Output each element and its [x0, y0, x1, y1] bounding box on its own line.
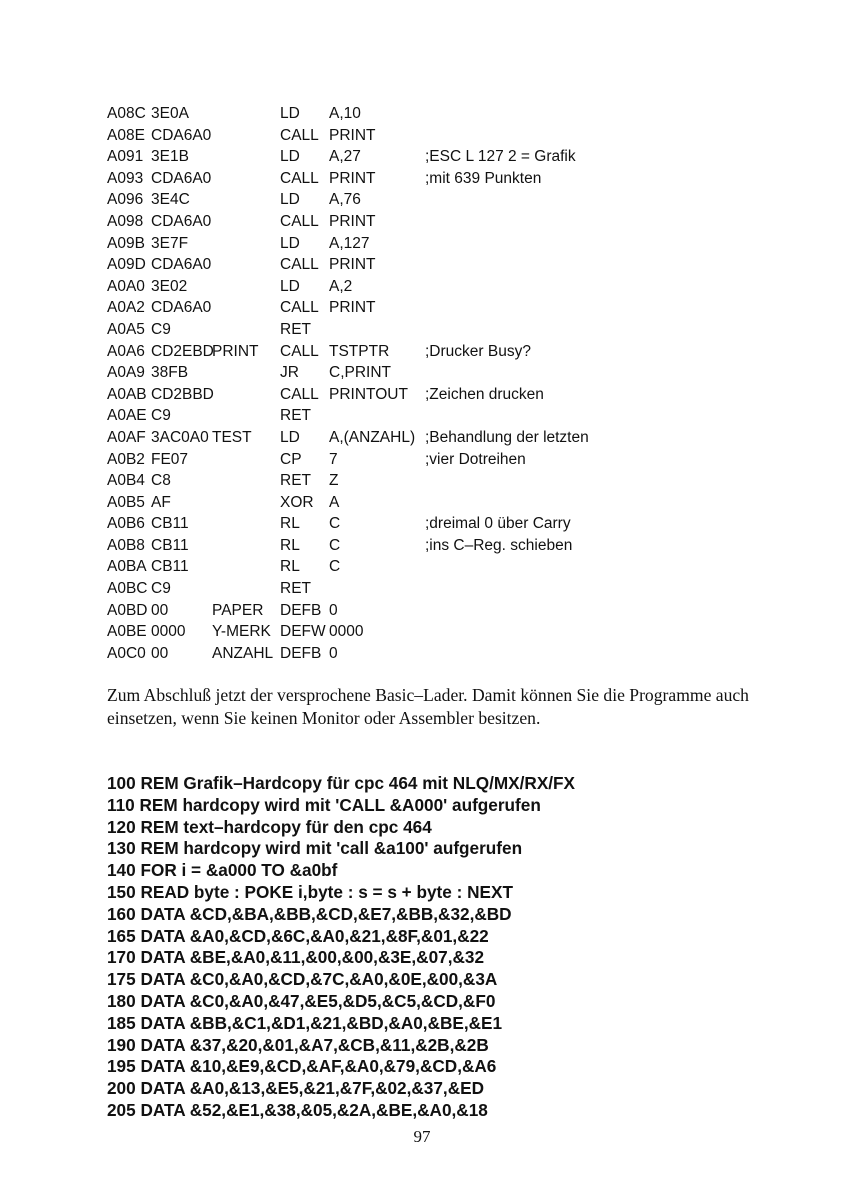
- asm-line: [107, 189, 767, 211]
- asm-comment: ;vier Dotreihen: [425, 450, 526, 468]
- asm-line: [107, 600, 767, 622]
- asm-address: A096: [107, 191, 144, 209]
- asm-hex-bytes: FE07: [151, 450, 189, 468]
- asm-hex-bytes: C9: [151, 320, 171, 338]
- basic-line: 110 REM hardcopy wird mit 'CALL &A000' aufgerufen: [107, 794, 541, 815]
- asm-address: A091: [107, 148, 144, 166]
- asm-address: A0B6: [107, 515, 145, 533]
- asm-line: [107, 405, 767, 427]
- asm-mnemonic: LD: [280, 191, 300, 209]
- asm-hex-bytes: CB11: [151, 536, 189, 554]
- asm-comment: ;Behandlung der letzten: [425, 428, 589, 446]
- asm-operand: PRINT: [329, 126, 376, 144]
- asm-address: A0B8: [107, 536, 145, 554]
- asm-operand: 0: [329, 644, 338, 662]
- asm-operand: PRINT: [329, 256, 376, 274]
- asm-line: [107, 556, 767, 578]
- asm-address: A0BD: [107, 601, 148, 619]
- basic-line: 200 DATA &A0,&13,&E5,&21,&7F,&02,&37,&ED: [107, 1078, 484, 1099]
- asm-hex-bytes: C8: [151, 472, 171, 490]
- asm-mnemonic: XOR: [280, 493, 314, 511]
- asm-address: A0BA: [107, 558, 147, 576]
- asm-operand: A: [329, 493, 340, 511]
- asm-address: A0BC: [107, 580, 148, 598]
- asm-hex-bytes: 38FB: [151, 364, 189, 382]
- asm-operand: PRINT: [329, 299, 376, 317]
- asm-operand: PRINT: [329, 212, 376, 230]
- asm-comment: ;mit 639 Punkten: [425, 169, 542, 187]
- asm-address: A0A9: [107, 364, 145, 382]
- asm-line: [107, 276, 767, 298]
- asm-mnemonic: RET: [280, 580, 311, 598]
- asm-address: A0C0: [107, 644, 146, 662]
- asm-mnemonic: CALL: [280, 169, 319, 187]
- asm-mnemonic: CALL: [280, 342, 319, 360]
- asm-address: A0AE: [107, 407, 147, 425]
- asm-hex-bytes: 00: [151, 601, 169, 619]
- asm-line: [107, 535, 767, 557]
- asm-mnemonic: RL: [280, 558, 300, 576]
- asm-line: [107, 103, 767, 125]
- basic-line: 170 DATA &BE,&A0,&11,&00,&00,&3E,&07,&32: [107, 947, 485, 968]
- basic-line: 165 DATA &A0,&CD,&6C,&A0,&21,&8F,&01,&22: [107, 925, 489, 946]
- basic-line: 140 FOR i = &a000 TO &a0bf: [107, 860, 338, 881]
- body-paragraph: Zum Abschluß jetzt der versprochene Basic–Lader. Damit können Sie die Programme auch einsetzen, wenn Sie keinen Monitor oder Assembler besitzen.: [107, 685, 749, 728]
- asm-line: [107, 254, 767, 276]
- asm-address: A0BE: [107, 623, 147, 641]
- asm-label: TEST: [212, 428, 252, 446]
- asm-comment: ;dreimal 0 über Carry: [425, 515, 571, 533]
- asm-line: [107, 470, 767, 492]
- asm-operand: PRINTOUT: [329, 385, 408, 403]
- asm-mnemonic: CALL: [280, 256, 319, 274]
- asm-hex-bytes: 3E7F: [151, 234, 189, 252]
- asm-mnemonic: CALL: [280, 126, 319, 144]
- asm-address: A0A0: [107, 277, 145, 295]
- asm-line: [107, 384, 767, 406]
- asm-line: [107, 578, 767, 600]
- asm-hex-bytes: C9: [151, 407, 171, 425]
- asm-operand: 0: [329, 601, 338, 619]
- asm-operand: C: [329, 558, 341, 576]
- asm-operand: C: [329, 515, 341, 533]
- asm-label: Y-MERK: [212, 623, 271, 641]
- asm-label: ANZAHL: [212, 644, 274, 662]
- asm-hex-bytes: 0000: [151, 623, 186, 641]
- asm-address: A0A6: [107, 342, 145, 360]
- asm-address: A093: [107, 169, 144, 187]
- asm-line: [107, 297, 767, 319]
- asm-line: [107, 362, 767, 384]
- asm-hex-bytes: 3E1B: [151, 148, 189, 166]
- asm-hex-bytes: AF: [151, 493, 171, 511]
- asm-hex-bytes: CDA6A0: [151, 169, 212, 187]
- asm-address: A08C: [107, 105, 146, 122]
- asm-hex-bytes: 00: [151, 644, 169, 662]
- asm-address: A098: [107, 212, 144, 230]
- asm-operand: PRINT: [329, 169, 376, 187]
- asm-hex-bytes: CDA6A0: [151, 256, 212, 274]
- asm-line: [107, 125, 767, 147]
- assembly-listing: [107, 103, 767, 664]
- asm-mnemonic: DEFB: [280, 644, 322, 662]
- asm-operand: A,(ANZAHL): [329, 428, 416, 446]
- asm-operand: TSTPTR: [329, 342, 390, 360]
- asm-line: [107, 427, 767, 449]
- asm-comment: ;Zeichen drucken: [425, 385, 544, 403]
- asm-hex-bytes: 3E4C: [151, 191, 190, 209]
- basic-line: 100 REM Grafik–Hardcopy für cpc 464 mit NLQ/MX/RX/FX: [107, 773, 576, 793]
- asm-address: A0A5: [107, 320, 145, 338]
- asm-hex-bytes: CDA6A0: [151, 212, 212, 230]
- asm-hex-bytes: 3AC0A0: [151, 428, 209, 446]
- asm-label: PAPER: [212, 601, 264, 619]
- basic-line: 120 REM text–hardcopy für den cpc 464: [107, 816, 432, 837]
- asm-address: A09D: [107, 256, 146, 274]
- asm-label: PRINT: [212, 342, 259, 360]
- asm-address: A0B4: [107, 472, 145, 490]
- asm-hex-bytes: CB11: [151, 515, 189, 533]
- asm-address: A08E: [107, 126, 145, 144]
- asm-address: A0AF: [107, 428, 146, 446]
- basic-line: 190 DATA &37,&20,&01,&A7,&CB,&11,&2B,&2B: [107, 1034, 489, 1055]
- asm-operand: 0000: [329, 623, 364, 641]
- asm-hex-bytes: 3E02: [151, 277, 188, 295]
- basic-line: 175 DATA &C0,&A0,&CD,&7C,&A0,&0E,&00,&3A: [107, 969, 498, 990]
- asm-line: [107, 513, 767, 535]
- asm-line: [107, 449, 767, 471]
- asm-line: [107, 621, 767, 643]
- asm-mnemonic: CALL: [280, 299, 319, 317]
- asm-hex-bytes: 3E0A: [151, 105, 189, 122]
- asm-hex-bytes: CD2EBD: [151, 342, 214, 360]
- asm-hex-bytes: CB11: [151, 558, 189, 576]
- asm-address: A0A2: [107, 299, 145, 317]
- asm-mnemonic: RET: [280, 472, 311, 490]
- asm-hex-bytes: CDA6A0: [151, 299, 212, 317]
- asm-mnemonic: RET: [280, 407, 311, 425]
- asm-mnemonic: CALL: [280, 212, 319, 230]
- asm-operand: A,76: [329, 191, 361, 209]
- basic-line: 130 REM hardcopy wird mit 'call &a100' aufgerufen: [107, 838, 523, 859]
- asm-line: [107, 168, 767, 190]
- basic-line: 185 DATA &BB,&C1,&D1,&21,&BD,&A0,&BE,&E1: [107, 1012, 503, 1033]
- asm-line: [107, 643, 767, 665]
- asm-line: [107, 211, 767, 233]
- basic-line: 160 DATA &CD,&BA,&BB,&CD,&E7,&BB,&32,&BD: [107, 903, 512, 924]
- asm-operand: Z: [329, 472, 339, 490]
- asm-mnemonic: DEFB: [280, 601, 322, 619]
- asm-mnemonic: DEFW: [280, 623, 326, 641]
- asm-line: [107, 146, 767, 168]
- asm-address: A09B: [107, 234, 145, 252]
- asm-line: [107, 233, 767, 255]
- asm-operand: A,10: [329, 105, 361, 122]
- basic-line: 150 READ byte : POKE i,byte : s = s + byte : NEXT: [107, 881, 513, 902]
- asm-hex-bytes: CD2BBD: [151, 385, 214, 403]
- asm-mnemonic: RET: [280, 320, 311, 338]
- asm-operand: C,PRINT: [329, 364, 391, 382]
- asm-mnemonic: JR: [280, 364, 299, 382]
- asm-comment: ;ins C–Reg. schieben: [425, 536, 573, 554]
- asm-line: [107, 492, 767, 514]
- asm-hex-bytes: CDA6A0: [151, 126, 212, 144]
- asm-mnemonic: LD: [280, 277, 300, 295]
- page-number: 97: [413, 1127, 431, 1146]
- asm-address: A0AB: [107, 385, 147, 403]
- asm-comment: ;ESC L 127 2 = Grafik: [425, 148, 576, 166]
- asm-hex-bytes: C9: [151, 580, 171, 598]
- asm-line: [107, 341, 767, 363]
- asm-comment: ;Drucker Busy?: [425, 342, 531, 360]
- asm-mnemonic: LD: [280, 234, 300, 252]
- asm-mnemonic: CALL: [280, 385, 319, 403]
- basic-loader-listing: [107, 773, 757, 1122]
- asm-mnemonic: LD: [280, 428, 300, 446]
- asm-operand: A,2: [329, 277, 353, 295]
- asm-mnemonic: CP: [280, 450, 302, 468]
- asm-operand: A,127: [329, 234, 370, 252]
- asm-mnemonic: RL: [280, 515, 300, 533]
- asm-address: A0B5: [107, 493, 145, 511]
- asm-mnemonic: LD: [280, 105, 300, 122]
- asm-line: [107, 319, 767, 341]
- basic-line: 195 DATA &10,&E9,&CD,&AF,&A0,&79,&CD,&A6: [107, 1056, 497, 1077]
- basic-line: 205 DATA &52,&E1,&38,&05,&2A,&BE,&A0,&18: [107, 1099, 488, 1120]
- asm-address: A0B2: [107, 450, 145, 468]
- asm-operand: C: [329, 536, 341, 554]
- asm-mnemonic: RL: [280, 536, 300, 554]
- asm-mnemonic: LD: [280, 148, 300, 166]
- asm-operand: A,27: [329, 148, 361, 166]
- basic-line: 180 DATA &C0,&A0,&47,&E5,&D5,&C5,&CD,&F0: [107, 990, 496, 1011]
- asm-operand: 7: [329, 450, 338, 468]
